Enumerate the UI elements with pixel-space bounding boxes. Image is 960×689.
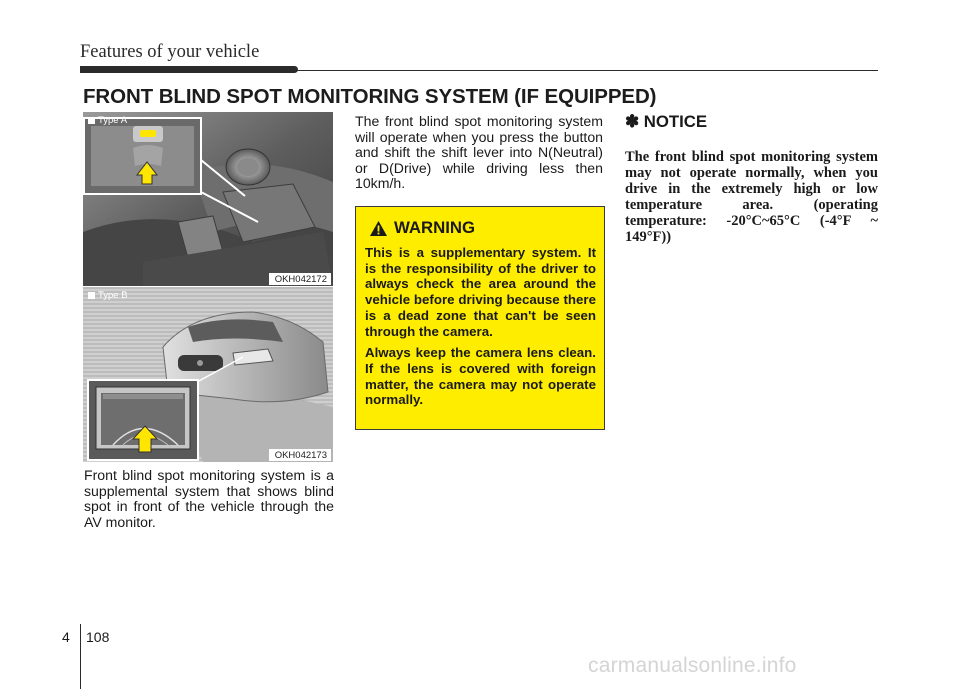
page-header-title: Features of your vehicle [80, 42, 260, 62]
type-b-label [88, 290, 128, 301]
type-a-text: Type A [98, 115, 128, 126]
figure-type-b [83, 287, 333, 462]
header-rule-thin [80, 70, 878, 71]
warning-header [369, 218, 596, 238]
warning-box [355, 206, 605, 430]
footer-divider [80, 624, 81, 689]
figure-b-code: OKH042173 [269, 449, 331, 461]
figure-type-a [83, 112, 333, 286]
watermark: carmanualsonline.info [588, 654, 797, 677]
warning-paragraph: This is a supplementary system. It is the responsibility of the driver to always check the area around the vehicle before driving because there is a dead zone that can't be seen through the camera. [365, 245, 596, 339]
bullet-square-icon [88, 117, 95, 124]
intro-paragraph: Front blind spot monitoring system is a supplemental system that shows blind spot in front of the vehicle through the AV monitor. [84, 467, 334, 530]
vehicle-front-camera-illustration [83, 287, 333, 462]
type-b-text: Type B [98, 290, 128, 301]
warning-triangle-icon [369, 220, 388, 237]
center-console-illustration [83, 112, 333, 286]
notice-text: The front blind spot monitoring system may not operate normally, when you drive in the extremely high or low temperature area. (operating temperature: -20°C~65°C (-4°F ~ 149°F)) [625, 149, 878, 245]
notice-title: ✽ NOTICE [625, 112, 708, 131]
type-a-label [88, 115, 127, 126]
page-number: 108 [86, 629, 110, 645]
warning-paragraph: Always keep the camera lens clean. If the lens is covered with foreign matter, the camera may not operate normally. [365, 345, 596, 408]
operation-paragraph: The front blind spot monitoring system will operate when you press the button and shift the shift lever into N(Neutral) or D(Drive) while driving less then 10km/h. [355, 113, 603, 192]
bullet-square-icon [88, 292, 95, 299]
warning-title: WARNING [394, 218, 476, 237]
figure-a-code: OKH042172 [269, 273, 331, 285]
chapter-number: 4 [62, 629, 70, 645]
section-title: FRONT BLIND SPOT MONITORING SYSTEM (IF EQUIPPED) [83, 85, 657, 108]
